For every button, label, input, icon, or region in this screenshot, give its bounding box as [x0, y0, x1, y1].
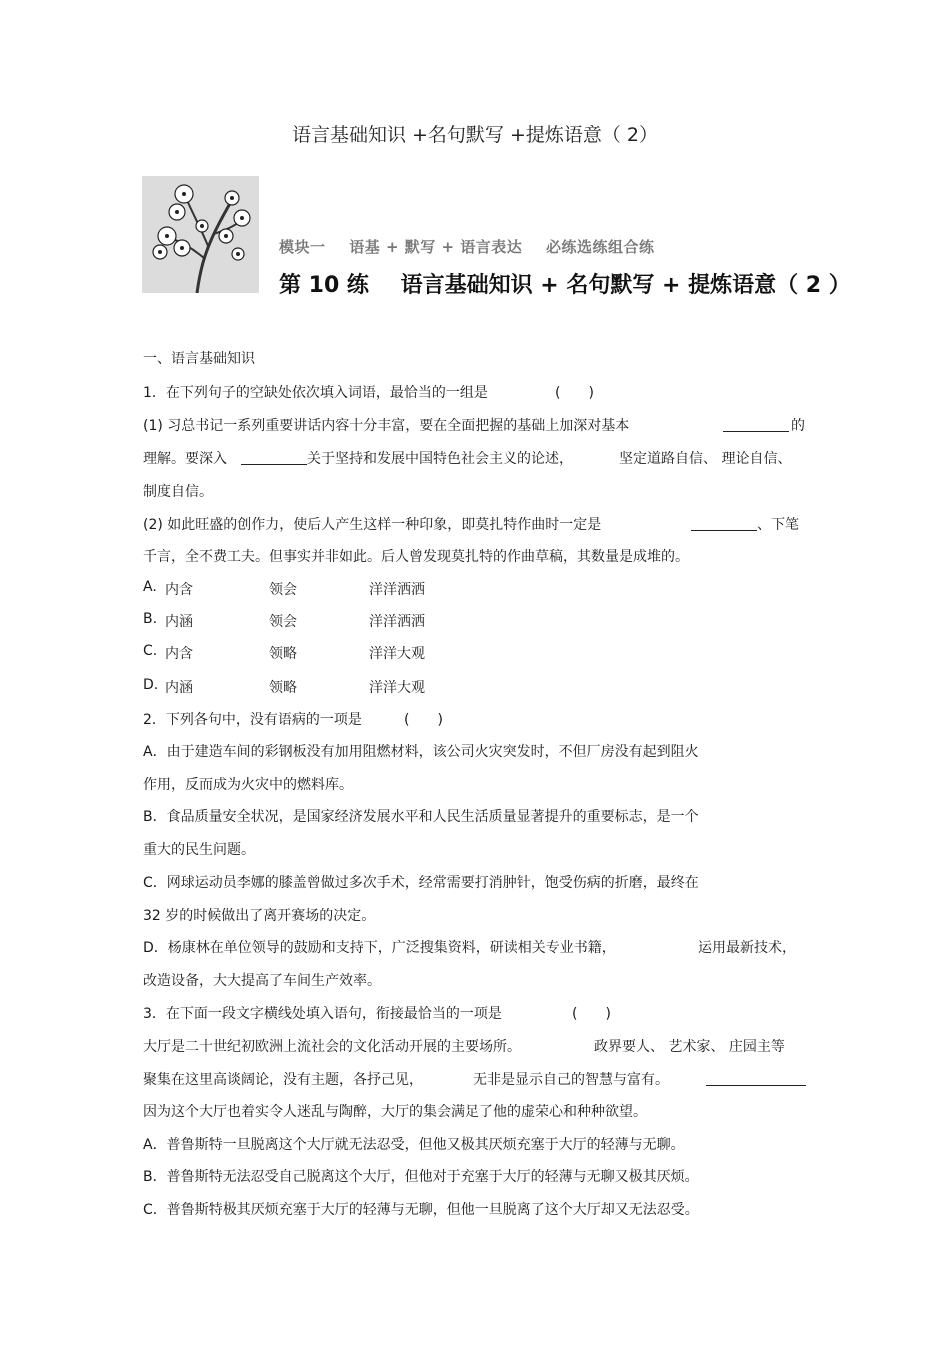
- q3-answer-paren: ( ): [572, 1006, 611, 1022]
- q1-s1b-b: 关于坚持和发展中国特色社会主义的论述，: [307, 451, 573, 467]
- option-word-2: 领会: [269, 614, 297, 630]
- option-word-1: 内涵: [165, 614, 193, 630]
- page-title: 语言基础知识 +名句默写 +提炼语意（ 2）: [291, 124, 659, 146]
- q1-s1-end: 的: [791, 418, 805, 434]
- q2-d-text-b: 运用最新技术，: [698, 940, 796, 956]
- option-word-3: 洋洋洒洒: [369, 614, 425, 630]
- option-letter: C.: [143, 643, 158, 659]
- option-word-3: 洋洋大观: [369, 680, 425, 696]
- q1-s2-text: (2) 如此旺盛的创作力，使后人产生这样一种印象，即莫扎特作曲时一定是: [143, 517, 602, 533]
- q2-option-c-line1: C．网球运动员李娜的膝盖曾做过多次手术，经常需要打消肿针，饱受伤病的折磨，最终在: [143, 875, 699, 891]
- lesson-heading: [279, 268, 851, 299]
- option-word-2: 领略: [269, 646, 297, 662]
- option-word-3: 洋洋洒洒: [369, 582, 425, 598]
- option-word-2: 领略: [269, 680, 297, 696]
- lesson-number: 第 10 练: [279, 273, 369, 298]
- q1-blank-3: [691, 516, 757, 531]
- q1-answer-paren: ( ): [555, 385, 594, 401]
- option-letter: D.: [143, 677, 159, 693]
- q3-p1-a: 大厅是二十世纪初欧洲上流社会的文化活动开展的主要场所。: [143, 1039, 521, 1055]
- section-heading: 一、语言基础知识: [143, 351, 255, 367]
- q3-blank: [706, 1071, 806, 1086]
- q3-p2-a: 聚集在这里高谈阔论，没有主题，各抒己见，: [143, 1072, 423, 1088]
- q2-option-d-line2: 改造设备，大大提高了车间生产效率。: [143, 973, 381, 989]
- q3-option-b: B．普鲁斯特无法忍受自己脱离这个大厅，但他对于充塞于大厅的轻薄与无聊又极其厌烦。: [143, 1169, 699, 1185]
- q2-d-text-a: D．杨康林在单位领导的鼓励和支持下，广泛搜集资料，研读相关专业书籍，: [143, 940, 616, 956]
- q1-sentence1-line3: 制度自信。: [143, 484, 213, 500]
- plum-blossom-image: [142, 176, 259, 293]
- module-name: 模块一: [279, 238, 326, 256]
- q2-option-a-line1: A．由于建造车间的彩钢板没有加用阻燃材料，该公司火灾突发时，不但厂房没有起到阻火: [143, 744, 699, 760]
- q2-option-b-line2: 重大的民生问题。: [143, 842, 255, 858]
- q2-option-a-line2: 作用，反而成为火灾中的燃料库。: [143, 777, 353, 793]
- q3-option-c: C．普鲁斯特极其厌烦充塞于大厅的轻薄与无聊，但他一旦脱离了这个大厅却又无法忍受。: [143, 1202, 699, 1218]
- q3-stem-text: 3．在下面一段文字横线处填入语句，衔接最恰当的一项是: [143, 1006, 502, 1022]
- q3-p2-b: 无非是显示自己的智慧与富有。: [473, 1072, 669, 1088]
- lesson-title: 语言基础知识 + 名句默写 + 提炼语意（ 2 ）: [400, 273, 851, 298]
- q3-option-a: A．普鲁斯特一旦脱离这个大厅就无法忍受，但他又极其厌烦充塞于大厅的轻薄与无聊。: [143, 1137, 685, 1153]
- q2-answer-paren: ( ): [404, 712, 443, 728]
- option-word-1: 内涵: [165, 680, 193, 696]
- q1-s1b-a: 理解。要深入: [143, 451, 227, 467]
- option-letter: A.: [143, 579, 157, 595]
- q3-p1-b: 政界要人、 艺术家、 庄园主等: [594, 1039, 785, 1055]
- module-type: 必练选练组合练: [546, 238, 655, 256]
- q1-stem-text: 1．在下列句子的空缺处依次填入词语，最恰当的一组是: [143, 385, 488, 401]
- module-label: [279, 236, 673, 257]
- option-word-2: 领会: [269, 582, 297, 598]
- option-word-3: 洋洋大观: [369, 646, 425, 662]
- option-word-1: 内含: [165, 646, 193, 662]
- module-topics: 语基 + 默写 + 语言表达: [349, 238, 523, 256]
- option-word-1: 内含: [165, 582, 193, 598]
- q3-passage-line3: 因为这个大厅也着实令人迷乱与陶醉，大厅的集会满足了他的虚荣心和种种欲望。: [143, 1104, 647, 1120]
- option-letter: B.: [143, 611, 158, 627]
- q1-s2-end: 、下笔: [757, 517, 799, 533]
- q1-sentence2-line2: 千言，全不费工夫。但事实并非如此。后人曾发现莫扎特的作曲草稿，其数量是成堆的。: [143, 549, 689, 565]
- q2-stem-text: 2．下列各句中，没有语病的一项是: [143, 712, 362, 728]
- q1-s1-text: (1) 习总书记一系列重要讲话内容十分丰富，要在全面把握的基础上加深对基本: [143, 418, 630, 434]
- q2-option-c-line2: 32 岁的时候做出了离开赛场的决定。: [143, 908, 376, 924]
- q2-option-b-line1: B．食品质量安全状况，是国家经济发展水平和人民生活质量显著提升的重要标志，是一个: [143, 809, 699, 825]
- q1-blank-1: [723, 417, 789, 432]
- q1-s1b-c: 坚定道路自信、 理论自信、: [619, 451, 792, 467]
- q1-blank-2: [241, 450, 307, 465]
